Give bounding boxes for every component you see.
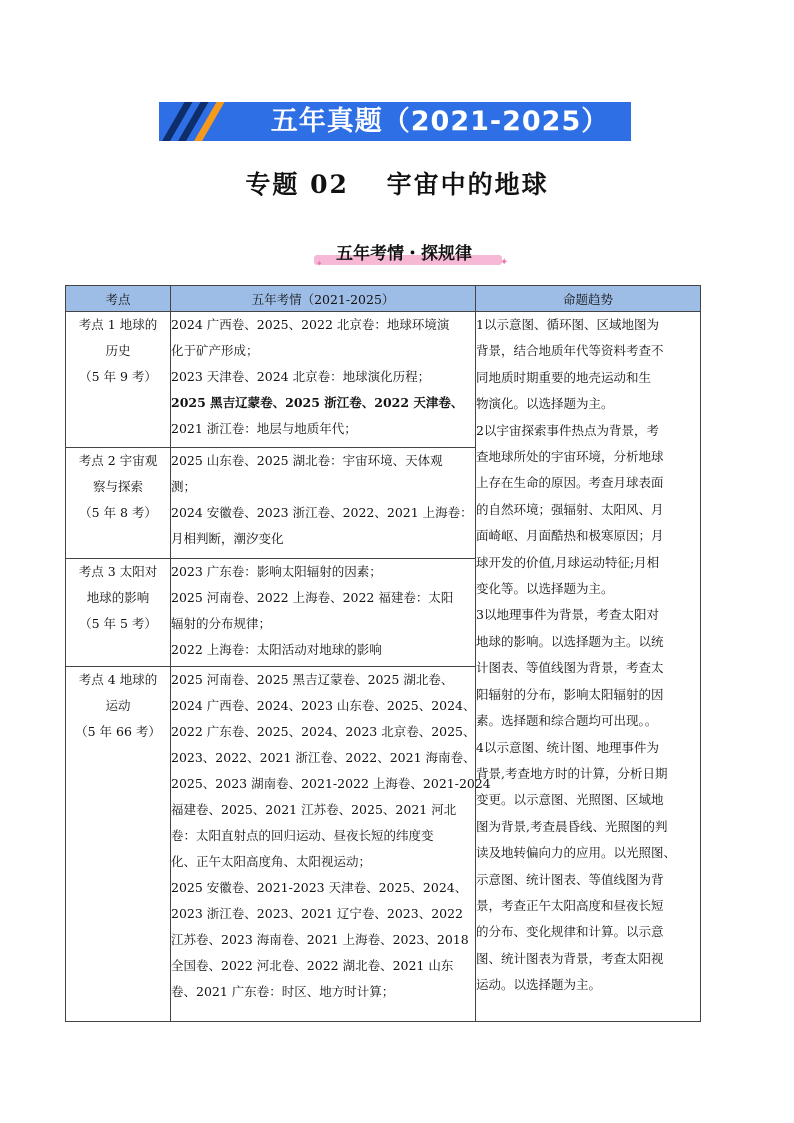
kaodian-cell: [66, 448, 171, 559]
trend-line: 景，考查正午太阳高度和昼夜长短: [476, 897, 664, 913]
trend-line: 示意图、统计图表、等值线图为背: [476, 871, 664, 887]
kaoqing-cell: [171, 448, 476, 559]
kaoqing-line: 2024 广西卷、2025、2022 北京卷：地球环境演: [171, 317, 450, 332]
section-title: 五年考情・探规律: [336, 244, 472, 264]
trend-line: 图为背景,考查晨昏线、光照图的判: [476, 818, 668, 834]
trend-line: 背景，结合地质年代等资料考查不: [476, 343, 664, 359]
kaoqing-cell: [171, 667, 491, 1022]
trend-line: 的自然环境；强辐射、太阳风、月: [476, 501, 664, 517]
kaoqing-line: 2023 浙江卷、2023、2021 辽宁卷、2023、2022: [171, 906, 464, 921]
kaodian-cell: [66, 559, 171, 667]
kaodian-line: （5 年 8 考）: [79, 505, 157, 520]
header-trend: 命题趋势: [476, 286, 701, 312]
table-header-row: [66, 286, 701, 312]
kaoqing-line: 辐射的分布规律；: [171, 616, 272, 631]
kaoqing-line: 2025 山东卷、2025 湖北卷：宇宙环境、天体观: [171, 453, 443, 468]
trend-line: 物演化。以选择题为主。: [476, 396, 614, 412]
kaodian-cell: [66, 312, 171, 448]
exam-table: [65, 285, 701, 1022]
kaoqing-line: 2025 河南卷、2025 黑吉辽蒙卷、2025 湖北卷、: [171, 672, 454, 687]
kaoqing-line: 卷：太阳直射点的回归运动、昼夜长短的纬度变: [171, 828, 434, 843]
trend-line: 2以宇宙探索事件热点为背景，考: [476, 422, 659, 438]
trend-line: 球开发的价值,月球运动特征;月相: [476, 554, 660, 570]
trend-line: 面崎岖、月面酷热和极寒原因；月: [476, 528, 664, 544]
trend-line: 运动。以选择题为主。: [476, 977, 602, 993]
sparkle-icon: ✦: [500, 257, 509, 268]
kaoqing-line: 2025 河南卷、2022 上海卷、2022 福建卷：太阳: [171, 590, 454, 605]
kaodian-line: 考点 1 地球的: [78, 317, 158, 332]
kaoqing-line: 2024 安徽卷、2023 浙江卷、2022、2021 上海卷：: [171, 505, 473, 520]
trend-line: 变化等。以选择题为主。: [476, 581, 614, 597]
subject-title: 专题 02 宇宙中的地球: [245, 170, 549, 199]
kaodian-line: 历史: [105, 343, 131, 358]
kaoqing-line: 全国卷、2022 河北卷、2022 湖北卷、2021 山东: [171, 958, 454, 973]
trend-line: 读及地转偏向力的应用。以光照图、: [476, 845, 677, 861]
trend-line: 地球的影响。以选择题为主。以统: [476, 633, 664, 649]
kaoqing-line: 化、正午太阳高度角、太阳视运动；: [171, 854, 372, 869]
kaodian-line: 地球的影响: [86, 590, 150, 605]
trend-line: 同地质时期重要的地壳运动和生: [476, 369, 652, 385]
kaoqing-line: 2025 黑吉辽蒙卷、2025 浙江卷、2022 天津卷、: [171, 395, 464, 410]
kaodian-line: 察与探索: [92, 479, 143, 494]
trend-line: 计图表、等值线图为背景，考查太: [476, 660, 664, 676]
kaodian-line: 考点 2 宇宙观: [78, 453, 158, 468]
trend-line: 图、统计图表为背景，考查太阳视: [476, 950, 664, 966]
kaodian-line: 运动: [105, 698, 131, 713]
trend-line: 的分布、变化规律和计算。以示意: [476, 924, 664, 940]
trend-line: 查地球所处的宇宙环境，分析地球: [476, 449, 664, 465]
kaoqing-line: 2021 浙江卷：地层与地质年代；: [171, 421, 357, 436]
trend-cell: [476, 312, 701, 1022]
kaodian-line: （5 年 5 考）: [79, 616, 157, 631]
kaoqing-line: 月相判断，潮汐变化: [171, 531, 284, 546]
kaodian-line: （5 年 66 考）: [75, 724, 161, 739]
trend-line: 变更。以示意图、光照图、区域地: [476, 792, 664, 808]
trend-line: 1以示意图、循环图、区域地图为: [476, 317, 659, 332]
kaodian-cell: [66, 667, 171, 1022]
trend-line: 背景,考查地方时的计算，分析日期: [476, 765, 668, 781]
kaoqing-line: 2024 广西卷、2024、2023 山东卷、2025、2024、: [171, 698, 476, 713]
trend-line: 素。选择题和综合题均可出现。。: [476, 713, 658, 729]
kaoqing-line: 测；: [171, 479, 197, 494]
kaoqing-line: 福建卷、2025、2021 江苏卷、2025、2021 河北: [171, 802, 457, 817]
title-banner: [159, 102, 631, 141]
trend-line: 3以地理事件为背景，考查太阳对: [476, 607, 659, 623]
header-kaoqing: 五年考情（2021-2025）: [171, 286, 476, 312]
kaoqing-line: 2025、2023 湖南卷、2021-2022 上海卷、2021-2024: [171, 776, 491, 791]
kaoqing-line: 卷、2021 广东卷：时区、地方时计算；: [171, 984, 395, 999]
banner-title: 五年真题（2021-2025）: [270, 106, 610, 137]
kaoqing-line: 化于矿产形成；: [171, 343, 259, 358]
section-heading: [312, 237, 512, 271]
sparkle-icon: ✦: [316, 259, 323, 268]
table-row: [66, 312, 701, 448]
kaoqing-line: 2022 上海卷：太阳活动对地球的影响: [171, 642, 382, 657]
kaoqing-cell: [171, 312, 476, 448]
kaoqing-line: 江苏卷、2023 海南卷、2021 上海卷、2023、2018: [171, 932, 469, 947]
kaoqing-line: 2023、2022、2021 浙江卷、2022、2021 海南卷、: [171, 750, 476, 765]
kaodian-line: 考点 4 地球的: [78, 672, 158, 687]
trend-line: 4以示意图、统计图、地理事件为: [476, 739, 659, 755]
kaoqing-cell: [171, 559, 476, 667]
header-kaodian: 考点: [66, 286, 171, 312]
kaodian-line: 考点 3 太阳对: [78, 564, 158, 579]
trend-line: 上存在生命的原因。考查月球表面: [476, 475, 664, 491]
trend-line: 阳辐射的分布，影响太阳辐射的因: [476, 686, 664, 702]
kaoqing-line: 2023 天津卷、2024 北京卷：地球演化历程；: [171, 369, 431, 384]
kaoqing-line: 2023 广东卷：影响太阳辐射的因素；: [171, 564, 382, 579]
kaodian-line: （5 年 9 考）: [79, 369, 157, 384]
kaoqing-line: 2022 广东卷、2025、2024、2023 北京卷、2025、: [171, 724, 476, 739]
kaoqing-line: 2025 安徽卷、2021-2023 天津卷、2025、2024、: [171, 880, 468, 895]
